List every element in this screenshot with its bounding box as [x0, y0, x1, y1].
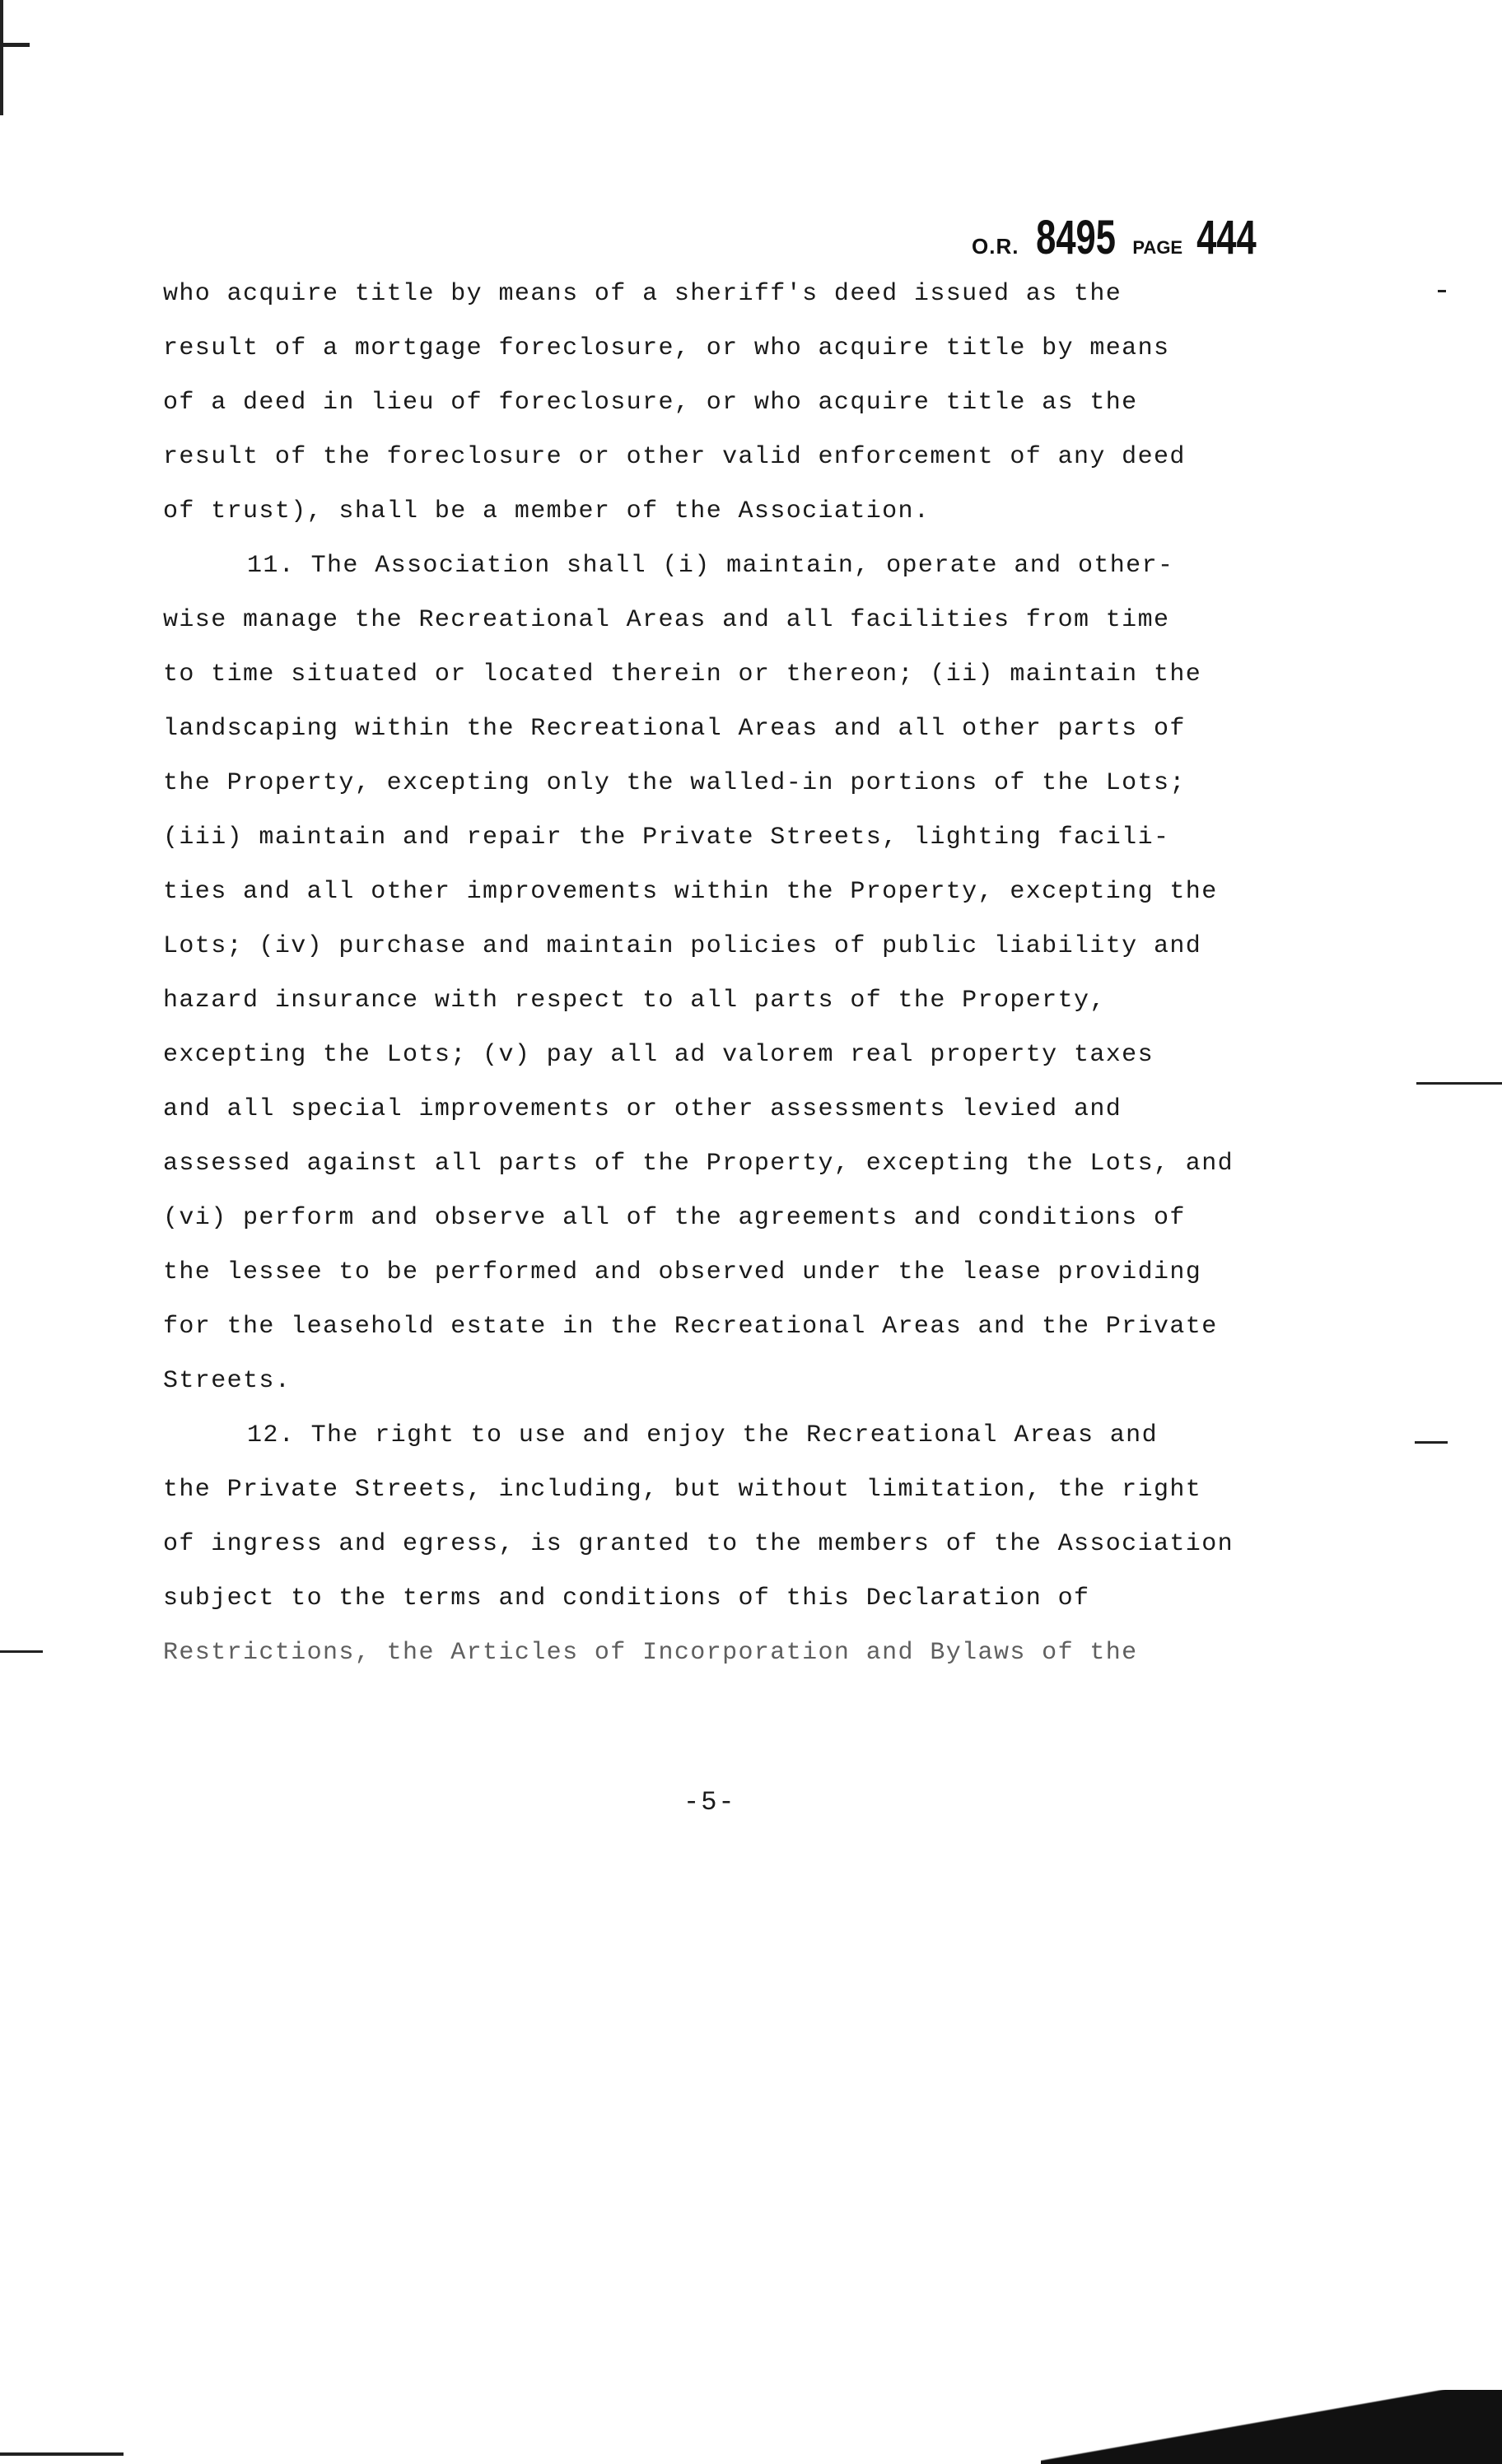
text-line: wise manage the Recreational Areas and all facilities from time: [163, 606, 1170, 634]
scan-dash-left: [0, 1650, 43, 1653]
scan-mark-left-edge: [0, 0, 3, 115]
text-line: for the leasehold estate in the Recreational Areas and the Private: [163, 1313, 1218, 1341]
text-line: Lots; (iv) purchase and maintain policies of public liability and: [163, 932, 1202, 960]
book-number: 8495: [1036, 211, 1116, 264]
text-line: result of a mortgage foreclosure, or who acquire title by means: [163, 334, 1170, 362]
text-line: to time situated or located therein or thereon; (ii) maintain the: [163, 660, 1202, 688]
text-line: the lessee to be performed and observed under the lease providing: [163, 1258, 1202, 1286]
text-line: excepting the Lots; (v) pay all ad valorem real property taxes: [163, 1041, 1154, 1069]
page-label: PAGE: [1132, 237, 1183, 258]
paragraph-12-start: 12. The right to use and enjoy the Recreational Areas and: [247, 1421, 1158, 1449]
text-line: subject to the terms and conditions of this Declaration of: [163, 1584, 1090, 1612]
body-text: [163, 276, 1316, 1689]
text-line: hazard insurance with respect to all parts of the Property,: [163, 987, 1106, 1015]
text-line-cut-off: Restrictions, the Articles of Incorporation and Bylaws of the: [163, 1639, 1138, 1667]
scan-mark-bottom-left: [0, 2452, 124, 2456]
scan-dash-right: [1438, 290, 1446, 292]
text-line: and all special improvements or other assessments levied and: [163, 1095, 1122, 1123]
book-label: O.R.: [972, 234, 1019, 259]
recording-page-number: 444: [1196, 211, 1257, 264]
text-line: ties and all other improvements within the Property, excepting the: [163, 878, 1218, 906]
text-line: assessed against all parts of the Property, excepting the Lots, and: [163, 1150, 1234, 1178]
scan-corner-shadow: [1041, 2390, 1502, 2464]
scan-mark-top-left: [0, 43, 30, 47]
page-footer-number: -5-: [683, 1787, 736, 1818]
paragraph-11-start: 11. The Association shall (i) maintain, operate and other-: [247, 552, 1174, 580]
text-line: result of the foreclosure or other valid enforcement of any deed: [163, 443, 1186, 471]
text-line: of trust), shall be a member of the Association.: [163, 497, 931, 525]
text-line: who acquire title by means of a sheriff's deed issued as the: [163, 280, 1122, 308]
text-line: (iii) maintain and repair the Private Streets, lighting facili-: [163, 824, 1170, 852]
text-line: Streets.: [163, 1367, 292, 1395]
scan-dash-right: [1415, 1441, 1448, 1444]
recording-reference: [972, 210, 1266, 265]
text-line: (vi) perform and observe all of the agreements and conditions of: [163, 1204, 1186, 1232]
text-line: the Property, excepting only the walled-in portions of the Lots;: [163, 769, 1186, 797]
text-line: of a deed in lieu of foreclosure, or who acquire title as the: [163, 389, 1138, 417]
text-line: the Private Streets, including, but without limitation, the right: [163, 1476, 1202, 1504]
scan-dash-right: [1416, 1082, 1502, 1085]
text-line: of ingress and egress, is granted to the members of the Association: [163, 1530, 1234, 1558]
text-line: landscaping within the Recreational Areas and all other parts of: [163, 715, 1186, 743]
